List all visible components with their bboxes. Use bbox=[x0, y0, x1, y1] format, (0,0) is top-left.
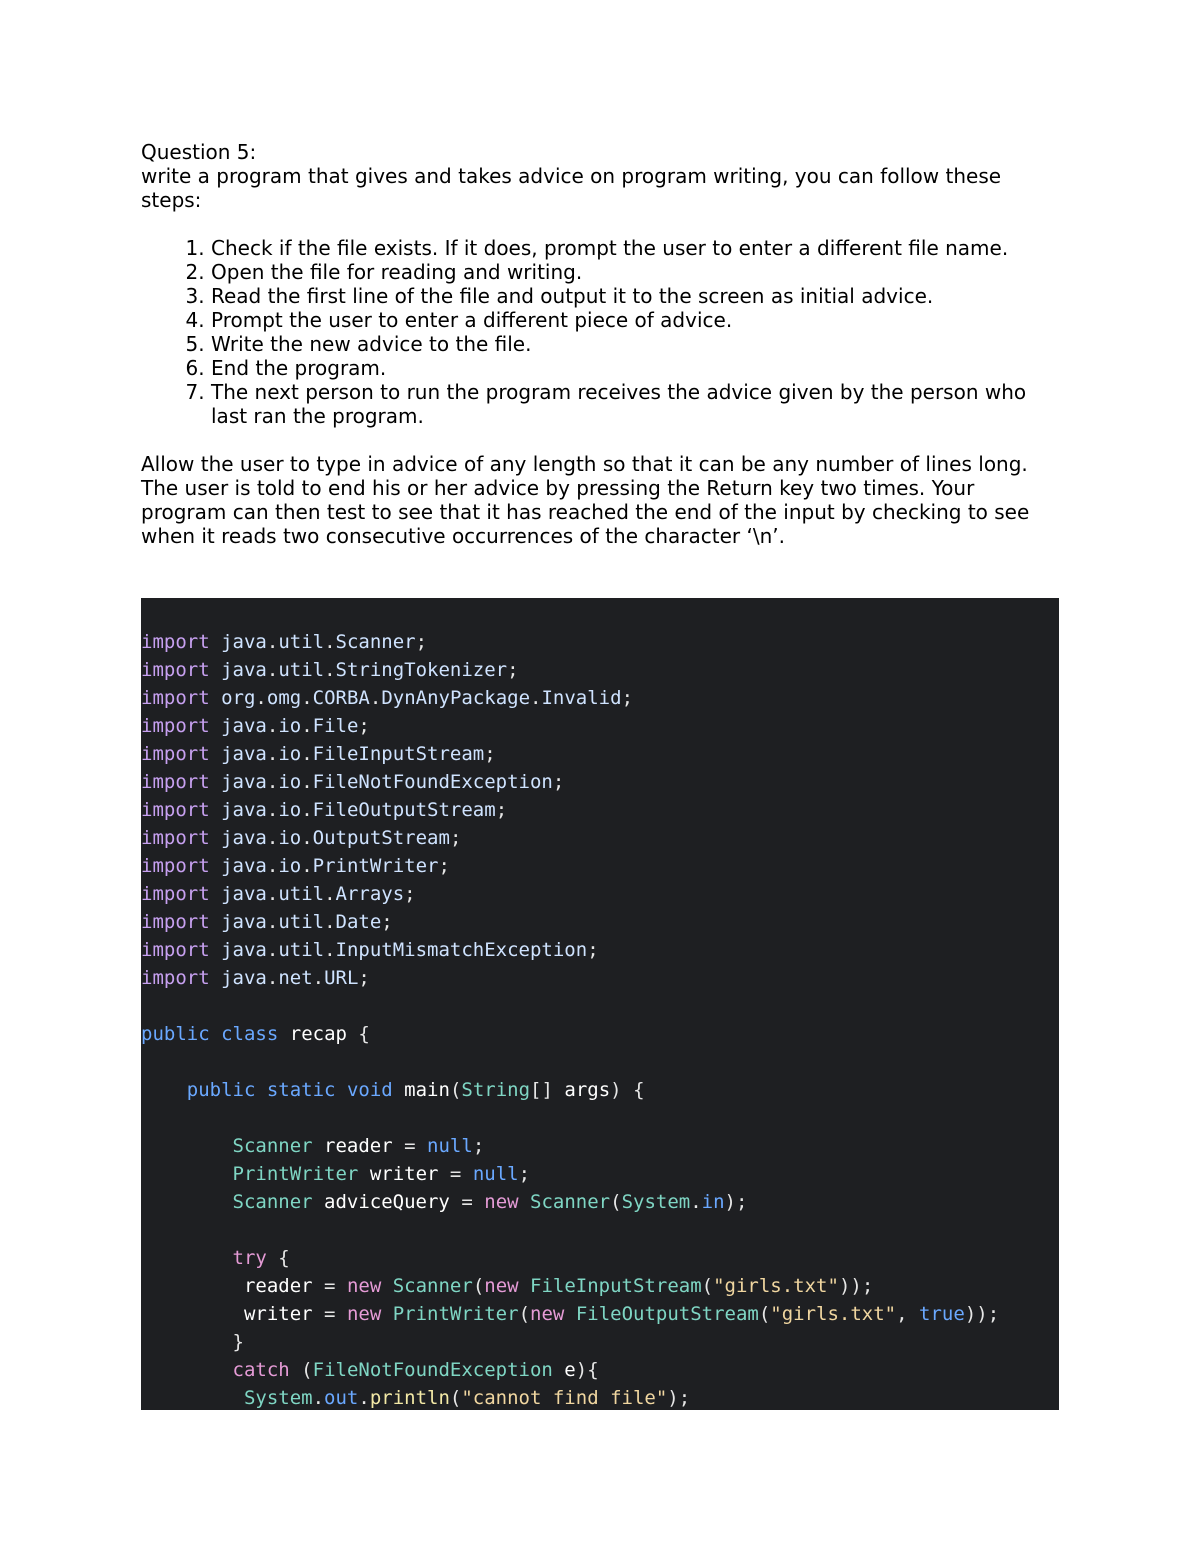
instructions-paragraph: Allow the user to type in advice of any length so that it can be any number of lines long. The user is told to end his or her advice by pressing the Return key two times. Your program can then test to see that it has reached the end of the input by checking to see when it reads two consecutive occurrences of the character ‘\n’. bbox=[141, 452, 1030, 548]
code-line: import org.omg.CORBA.DynAnyPackage.Invalid; bbox=[141, 687, 634, 709]
step-item: 3. Read the first line of the file and output it to the screen as initial advice. bbox=[211, 284, 1066, 308]
step-item: 7. The next person to run the program receives the advice given by the person who last ran the program. bbox=[211, 380, 1066, 428]
code-line: Scanner reader = null; bbox=[232, 1135, 485, 1157]
code-line: public static void main(String[] args) { bbox=[186, 1079, 645, 1101]
question-intro: write a program that gives and takes advice on program writing, you can follow these steps: bbox=[141, 164, 1002, 212]
code-lines bbox=[141, 628, 999, 1410]
code-line: try { bbox=[232, 1247, 290, 1269]
code-line: import java.net.URL; bbox=[141, 967, 370, 989]
steps-list bbox=[141, 236, 1066, 428]
code-line: System.out.println("cannot find file"); bbox=[243, 1387, 691, 1409]
code-line: catch (FileNotFoundException e){ bbox=[232, 1359, 599, 1381]
code-line: import java.util.InputMismatchException; bbox=[141, 939, 599, 961]
code-line bbox=[141, 1216, 999, 1244]
code-line: import java.io.OutputStream; bbox=[141, 827, 462, 849]
code-line: import java.io.PrintWriter; bbox=[141, 855, 450, 877]
code-block bbox=[141, 598, 1059, 1410]
step-item: 4. Prompt the user to enter a different piece of advice. bbox=[211, 308, 1066, 332]
step-item: 5. Write the new advice to the file. bbox=[211, 332, 1066, 356]
code-line bbox=[141, 1104, 999, 1132]
code-line: import java.util.Date; bbox=[141, 911, 393, 933]
step-item: 2. Open the file for reading and writing. bbox=[211, 260, 1066, 284]
code-line: import java.util.Scanner; bbox=[141, 631, 428, 653]
code-line: import java.io.FileInputStream; bbox=[141, 743, 496, 765]
code-line: PrintWriter writer = null; bbox=[232, 1163, 531, 1185]
code-line: public class recap { bbox=[141, 1023, 370, 1045]
step-item: 1. Check if the file exists. If it does, prompt the user to enter a different file name. bbox=[211, 236, 1066, 260]
code-line bbox=[141, 1048, 999, 1076]
question-text bbox=[141, 140, 1066, 548]
code-line: import java.io.FileOutputStream; bbox=[141, 799, 508, 821]
code-line: import java.util.Arrays; bbox=[141, 883, 416, 905]
code-line bbox=[141, 992, 999, 1020]
code-line: writer = new PrintWriter(new FileOutputStream("girls.txt", true)); bbox=[243, 1303, 1000, 1325]
code-line: } bbox=[232, 1331, 244, 1353]
code-line: import java.io.FileNotFoundException; bbox=[141, 771, 565, 793]
code-line: import java.io.File; bbox=[141, 715, 370, 737]
code-line: import java.util.StringTokenizer; bbox=[141, 659, 519, 681]
code-line: reader = new Scanner(new FileInputStream("girls.txt")); bbox=[243, 1275, 874, 1297]
question-title: Question 5: bbox=[141, 140, 257, 164]
code-line: Scanner adviceQuery = new Scanner(System.in); bbox=[232, 1191, 748, 1213]
step-item: 6. End the program. bbox=[211, 356, 1066, 380]
